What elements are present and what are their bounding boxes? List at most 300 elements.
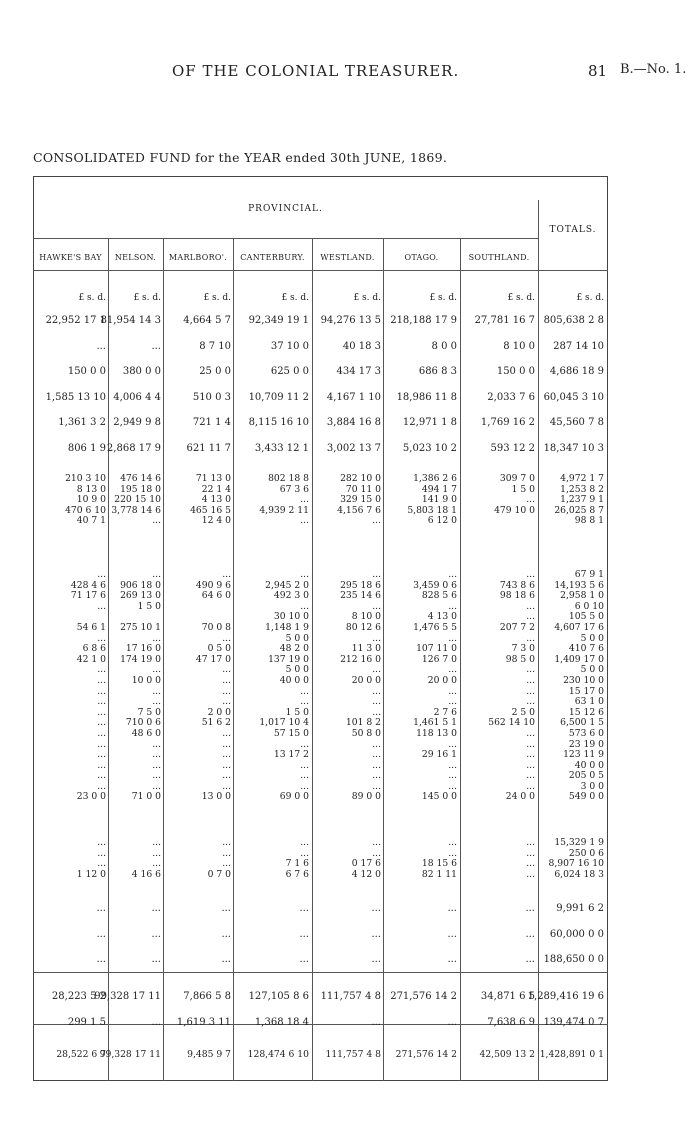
table-cell: 271,576 14 2 <box>395 1049 457 1060</box>
table-cell: 490 9 6 <box>195 579 231 591</box>
table-cell: 2 0 0 <box>207 706 231 718</box>
table-cell: ... <box>526 600 535 612</box>
table-row <box>0 570 700 581</box>
table-cell: 1,409 17 0 <box>554 653 604 665</box>
table-cell: ... <box>526 837 535 848</box>
table-cell: ... <box>151 1016 161 1028</box>
table-cell: 23 19 0 <box>568 738 604 750</box>
table-cell: 510 0 3 <box>192 391 231 403</box>
table-cell: 1,368 18 4 <box>254 1016 309 1028</box>
table-cell: ... <box>222 837 231 848</box>
table-cell: ... <box>526 674 535 686</box>
table-cell: ... <box>151 928 161 940</box>
table-cell: ... <box>300 780 309 792</box>
table-cell: 7,866 5 8 <box>183 991 231 1002</box>
table-cell: ... <box>372 749 381 761</box>
table-cell: ... <box>300 759 309 771</box>
section-1 <box>0 316 700 469</box>
table-row <box>0 930 700 956</box>
table-cell: ... <box>300 770 309 782</box>
table-cell: 8 0 0 <box>431 340 457 352</box>
table-cell: ... <box>152 696 161 708</box>
table-cell: 4 13 0 <box>427 611 457 623</box>
table-row <box>0 516 700 527</box>
table-cell: 18,347 10 3 <box>543 442 604 454</box>
table-cell: 8,907 16 10 <box>548 858 604 870</box>
table-cell: ... <box>222 696 231 708</box>
table-cell: 174 19 0 <box>120 653 161 665</box>
table-cell: ... <box>526 858 535 870</box>
table-cell: ... <box>152 685 161 697</box>
table-cell: 5 0 0 <box>580 632 604 644</box>
table-cell: 3,778 14 6 <box>111 504 161 516</box>
table-cell: 3 0 0 <box>580 780 604 792</box>
table-cell: ... <box>97 738 106 750</box>
table-cell: 29 16 1 <box>421 749 457 761</box>
table-cell: ... <box>152 749 161 761</box>
table-cell: 150 0 0 <box>496 366 535 377</box>
table-cell: 67 9 1 <box>574 569 604 580</box>
table-cell: 20 0 0 <box>351 674 381 686</box>
table-cell: ... <box>152 847 161 859</box>
table-cell: ... <box>97 780 106 792</box>
table-cell: ... <box>299 903 309 914</box>
table-cell: 4,006 4 4 <box>113 391 161 403</box>
table-cell: 212 16 0 <box>340 653 381 665</box>
table-cell: 299 1 5 <box>67 1016 106 1028</box>
table-cell: 42 1 0 <box>76 653 106 665</box>
table-cell: ... <box>372 696 381 708</box>
table-cell: 8,115 16 10 <box>248 417 309 428</box>
table-cell: ... <box>525 903 535 914</box>
table-cell: 5 0 0 <box>285 664 309 676</box>
table-row <box>0 393 700 419</box>
table-cell: 5 0 0 <box>580 664 604 676</box>
table-cell: 111,757 4 8 <box>320 991 381 1002</box>
table-cell: ... <box>97 837 106 848</box>
table-cell: 82 1 11 <box>421 868 457 880</box>
table-cell: ... <box>97 685 106 697</box>
table-cell: 107 11 0 <box>416 643 457 655</box>
table-cell: ... <box>448 685 457 697</box>
table-cell: ... <box>371 954 381 965</box>
table-cell: 479 10 0 <box>494 504 535 516</box>
table-cell: ... <box>152 858 161 870</box>
table-cell: 593 12 2 <box>490 442 535 454</box>
table-cell: ... <box>448 632 457 644</box>
table-cell: 3,002 13 7 <box>326 442 381 454</box>
table-cell: £ s. d. <box>576 293 604 303</box>
page-title: OF THE COLONIAL TREASURER. <box>172 62 460 80</box>
table-cell: 126 7 0 <box>421 653 457 665</box>
table-cell: 2 7 6 <box>433 706 457 718</box>
table-cell: 15 12 6 <box>568 706 604 718</box>
table-cell: 139,474 0 7 <box>543 1016 604 1028</box>
table-cell: ... <box>97 696 106 708</box>
table-cell: ... <box>222 685 231 697</box>
table-cell: 1,237 9 1 <box>560 494 604 506</box>
table-cell: 3,884 16 8 <box>326 417 381 428</box>
section-5 <box>0 904 700 981</box>
table-cell: 14,193 5 6 <box>554 579 604 591</box>
currency-row <box>0 293 700 304</box>
table-cell: £ s. d. <box>353 293 381 303</box>
table-row <box>0 729 700 740</box>
table-cell: 128,474 6 10 <box>247 1049 309 1060</box>
table-caption: CONSOLIDATED FUND for the YEAR ended 30th JUNE, 1869. <box>33 150 448 165</box>
table-cell: ... <box>97 770 106 782</box>
table-cell: ... <box>222 738 231 750</box>
table-cell: ... <box>222 632 231 644</box>
table-cell: 1,428,891 0 1 <box>539 1049 604 1060</box>
table-cell: 63 1 0 <box>574 696 604 708</box>
table-cell: ... <box>97 569 106 580</box>
column-header: SOUTHLAND. <box>468 253 530 262</box>
table-cell: ... <box>447 1016 457 1028</box>
table-cell: 92,349 19 1 <box>248 315 309 326</box>
table-cell: ... <box>96 340 106 352</box>
table-cell: ... <box>448 664 457 676</box>
table-cell: ... <box>299 928 309 940</box>
table-cell: 70 11 0 <box>345 483 381 495</box>
table-cell: 89 0 0 <box>351 791 381 803</box>
table-cell: ... <box>222 759 231 771</box>
table-cell: 0 7 0 <box>207 868 231 880</box>
totals-heading: TOTALS. <box>549 225 597 235</box>
table-cell: 12 4 0 <box>201 515 231 527</box>
table-cell: 150 0 0 <box>67 366 106 377</box>
table-cell: ... <box>222 847 231 859</box>
table-cell: 4,939 2 11 <box>259 504 309 516</box>
table-cell: 64 6 0 <box>201 590 231 602</box>
table-cell: ... <box>372 515 381 527</box>
table-cell: ... <box>526 727 535 739</box>
table-cell: ... <box>447 954 457 965</box>
table-cell: 721 1 4 <box>192 417 231 428</box>
table-cell: ... <box>222 674 231 686</box>
table-cell: 40 0 0 <box>279 674 309 686</box>
table-cell: ... <box>526 749 535 761</box>
table-row <box>0 992 700 1018</box>
table-cell: ... <box>152 837 161 848</box>
section-7 <box>0 1050 700 1061</box>
table-row <box>0 418 700 444</box>
table-cell: ... <box>372 770 381 782</box>
table-cell: 94,276 13 5 <box>320 315 381 326</box>
page-header <box>0 62 700 82</box>
table-cell: ... <box>151 903 161 914</box>
table-cell: ... <box>221 928 231 940</box>
table-cell: ... <box>526 569 535 580</box>
table-cell: ... <box>526 664 535 676</box>
table-cell: ... <box>526 494 535 506</box>
table-cell: 13 17 2 <box>273 749 309 761</box>
table-cell: 6,024 18 3 <box>554 868 604 880</box>
provincial-heading: PROVINCIAL. <box>248 204 323 214</box>
table-cell: ... <box>222 727 231 739</box>
table-cell: 4,167 1 10 <box>326 391 381 403</box>
table-cell: 2 5 0 <box>511 706 535 718</box>
table-row <box>0 838 700 849</box>
table-cell: ... <box>371 928 381 940</box>
table-row <box>0 955 700 981</box>
table-cell: ... <box>152 780 161 792</box>
table-cell: 9,485 9 7 <box>187 1049 231 1060</box>
table-cell: 99,328 17 11 <box>94 991 161 1002</box>
table-cell: 22,952 17 1 <box>45 315 106 326</box>
table-cell: ... <box>222 749 231 761</box>
table-cell: 47 17 0 <box>195 653 231 665</box>
table-cell: 282 10 0 <box>340 473 381 484</box>
table-cell: 18,986 11 8 <box>396 391 457 403</box>
table-cell: 2,033 7 6 <box>487 391 535 403</box>
table-cell: 492 3 0 <box>273 590 309 602</box>
table-cell: ... <box>152 632 161 644</box>
table-cell: ... <box>222 780 231 792</box>
table-cell: 70 0 8 <box>201 621 231 633</box>
table-cell: 50 8 0 <box>351 727 381 739</box>
table-cell: 7 5 0 <box>137 706 161 718</box>
table-cell: 8 13 0 <box>76 483 106 495</box>
table-cell: 111,757 4 8 <box>325 1049 381 1060</box>
table-cell: 4,664 5 7 <box>183 315 231 326</box>
table-cell: 5,803 18 1 <box>407 504 457 516</box>
table-cell: £ s. d. <box>429 293 457 303</box>
table-cell: ... <box>372 759 381 771</box>
table-cell: ... <box>222 858 231 870</box>
table-cell: 621 11 7 <box>186 442 231 454</box>
table-cell: 101 8 2 <box>345 717 381 729</box>
table-cell: 906 18 0 <box>120 579 161 591</box>
table-cell: 8 10 0 <box>351 611 381 623</box>
column-header: CANTERBURY. <box>240 253 305 262</box>
table-cell: 25 0 0 <box>199 366 231 377</box>
table-cell: 4,607 17 6 <box>554 621 604 633</box>
table-cell: ... <box>151 954 161 965</box>
table-cell: 1,461 5 1 <box>413 717 457 729</box>
table-cell: ... <box>221 954 231 965</box>
table-cell: 287 14 10 <box>553 340 604 352</box>
table-cell: 6,500 1 5 <box>560 717 604 729</box>
table-cell: 218,188 17 9 <box>390 315 457 326</box>
table-cell: 3,433 12 1 <box>254 442 309 454</box>
table-cell: 743 8 6 <box>499 579 535 591</box>
table-cell: ... <box>300 696 309 708</box>
table-cell: ... <box>372 600 381 612</box>
table-cell: ... <box>152 664 161 676</box>
page-number: 81 <box>588 62 608 80</box>
table-cell: 710 0 6 <box>125 717 161 729</box>
table-cell: 4 13 0 <box>201 494 231 506</box>
table-cell: ... <box>372 664 381 676</box>
table-cell: ... <box>448 569 457 580</box>
table-cell: 1 5 0 <box>137 600 161 612</box>
table-cell: ... <box>371 903 381 914</box>
table-cell: 71 17 6 <box>70 590 106 602</box>
table-cell: 828 5 6 <box>421 590 457 602</box>
table-cell: 195 18 0 <box>120 483 161 495</box>
table-cell: 207 7 2 <box>499 621 535 633</box>
table-cell: ... <box>372 780 381 792</box>
table-cell: 60,000 0 0 <box>549 928 604 940</box>
table-cell: 6 7 6 <box>285 868 309 880</box>
table-cell: 1,289,416 19 6 <box>527 991 604 1002</box>
table-cell: ... <box>448 847 457 859</box>
table-cell: 271,576 14 2 <box>390 991 457 1002</box>
table-cell: ... <box>300 738 309 750</box>
table-cell: 98 5 0 <box>505 653 535 665</box>
table-row <box>0 444 700 470</box>
table-cell: 329 15 0 <box>340 494 381 506</box>
table-cell: ... <box>97 858 106 870</box>
section-6 <box>0 992 700 1043</box>
table-cell: 805,638 2 8 <box>543 315 604 326</box>
table-cell: 15,329 1 9 <box>554 837 604 848</box>
table-cell: 8 7 10 <box>199 340 231 352</box>
table-cell: 28,522 6 7 <box>56 1049 106 1060</box>
table-cell: ... <box>151 340 161 352</box>
table-cell: 230 10 0 <box>563 674 604 686</box>
table-cell: 11 3 0 <box>351 643 381 655</box>
table-cell: 45,560 7 8 <box>549 417 604 428</box>
table-cell: 48 2 0 <box>279 643 309 655</box>
table-cell: 1,253 8 2 <box>560 483 604 495</box>
table-cell: ... <box>300 600 309 612</box>
table-cell: 275 10 1 <box>120 621 161 633</box>
table-cell: 250 0 6 <box>568 847 604 859</box>
table-cell: 2,945 2 0 <box>265 579 309 591</box>
table-cell: ... <box>97 600 106 612</box>
table-cell: 57 15 0 <box>273 727 309 739</box>
table-cell: 562 14 10 <box>488 717 535 729</box>
table-cell: 12,971 1 8 <box>402 417 457 428</box>
table-cell: 24 0 0 <box>505 791 535 803</box>
table-cell: ... <box>222 569 231 580</box>
table-cell: 127,105 8 6 <box>248 991 309 1002</box>
table-cell: ... <box>221 903 231 914</box>
table-cell: 4,972 1 7 <box>560 473 604 484</box>
table-cell: 51 6 2 <box>201 717 231 729</box>
table-cell: 6 12 0 <box>427 515 457 527</box>
table-row <box>0 870 700 881</box>
table-cell: ... <box>222 770 231 782</box>
table-cell: 309 7 0 <box>499 473 535 484</box>
table-cell: 2,949 9 8 <box>113 417 161 428</box>
table-row <box>0 316 700 342</box>
table-cell: ... <box>526 696 535 708</box>
table-cell: 1,619 3 11 <box>176 1016 231 1028</box>
table-cell: 23 0 0 <box>76 791 106 803</box>
table-cell: 295 18 6 <box>340 579 381 591</box>
table-cell: £ s. d. <box>281 293 309 303</box>
table-cell: 476 14 6 <box>120 473 161 484</box>
table-cell: 4 12 0 <box>351 868 381 880</box>
table-cell: ... <box>97 847 106 859</box>
table-cell: 40 7 1 <box>76 515 106 527</box>
table-cell: 20 0 0 <box>427 674 457 686</box>
table-cell: 99,328 17 11 <box>99 1049 161 1060</box>
table-cell: ... <box>371 1016 381 1028</box>
table-cell: 428 4 6 <box>70 579 106 591</box>
table-cell: 9,991 6 2 <box>556 903 604 914</box>
table-cell: 98 18 6 <box>499 590 535 602</box>
table-cell: ... <box>372 706 381 718</box>
table-cell: 54 6 1 <box>76 621 106 633</box>
table-cell: 67 3 6 <box>279 483 309 495</box>
table-cell: 28,223 5 2 <box>51 991 106 1002</box>
section-3 <box>0 570 700 803</box>
table-cell: 71 0 0 <box>131 791 161 803</box>
table-cell: 380 0 0 <box>122 366 161 377</box>
table-cell: 60,045 3 10 <box>543 391 604 403</box>
table-cell: ... <box>300 494 309 506</box>
table-cell: £ s. d. <box>507 293 535 303</box>
table-cell: ... <box>152 569 161 580</box>
table-cell: 15 17 0 <box>568 685 604 697</box>
table-cell: 7 1 6 <box>285 858 309 870</box>
table-cell: ... <box>448 738 457 750</box>
table-cell: 10 9 0 <box>76 494 106 506</box>
table-cell: 26,025 8 7 <box>554 504 604 516</box>
section-2 <box>0 474 700 527</box>
table-cell: 220 15 10 <box>114 494 161 506</box>
table-cell: ... <box>448 600 457 612</box>
table-cell: 1,361 3 2 <box>58 417 106 428</box>
table-cell: ... <box>525 928 535 940</box>
table-cell: ... <box>152 759 161 771</box>
table-cell: ... <box>448 759 457 771</box>
table-cell: ... <box>526 738 535 750</box>
table-cell: 3,459 0 6 <box>413 579 457 591</box>
table-cell: 1,769 16 2 <box>480 417 535 428</box>
table-cell: ... <box>222 664 231 676</box>
table-cell: 40 18 3 <box>342 340 381 352</box>
table-row <box>0 1018 700 1044</box>
table-cell: ... <box>372 837 381 848</box>
table-cell: 0 5 0 <box>207 643 231 655</box>
table-cell: ... <box>300 685 309 697</box>
table-cell: 549 0 0 <box>568 791 604 803</box>
table-cell: 410 7 6 <box>568 643 604 655</box>
table-cell: 1,476 5 5 <box>413 621 457 633</box>
table-cell: 141 9 0 <box>421 494 457 506</box>
document-reference: B.—No. 1. <box>620 62 687 77</box>
table-cell: 17 16 0 <box>125 643 161 655</box>
table-cell: 40 0 0 <box>574 759 604 771</box>
table-row <box>0 1050 700 1061</box>
table-cell: 137 19 0 <box>268 653 309 665</box>
table-cell: 37 10 0 <box>270 340 309 352</box>
table-cell: ... <box>447 928 457 940</box>
table-row <box>0 367 700 393</box>
table-cell: ... <box>97 632 106 644</box>
table-cell: 465 16 5 <box>190 504 231 516</box>
table-cell: 71 13 0 <box>195 473 231 484</box>
table-cell: ... <box>526 759 535 771</box>
table-cell: ... <box>300 515 309 527</box>
table-cell: ... <box>372 847 381 859</box>
table-cell: 7,638 6 9 <box>487 1016 535 1028</box>
table-cell: ... <box>526 868 535 880</box>
table-cell: 434 17 3 <box>336 366 381 377</box>
table-cell: 10 0 0 <box>131 674 161 686</box>
table-cell: ... <box>525 954 535 965</box>
rule-colheads <box>33 270 608 271</box>
column-header: WESTLAND. <box>320 253 375 262</box>
table-cell: ... <box>97 674 106 686</box>
table-cell: 48 6 0 <box>131 727 161 739</box>
table-cell: 1,585 13 10 <box>45 391 106 403</box>
